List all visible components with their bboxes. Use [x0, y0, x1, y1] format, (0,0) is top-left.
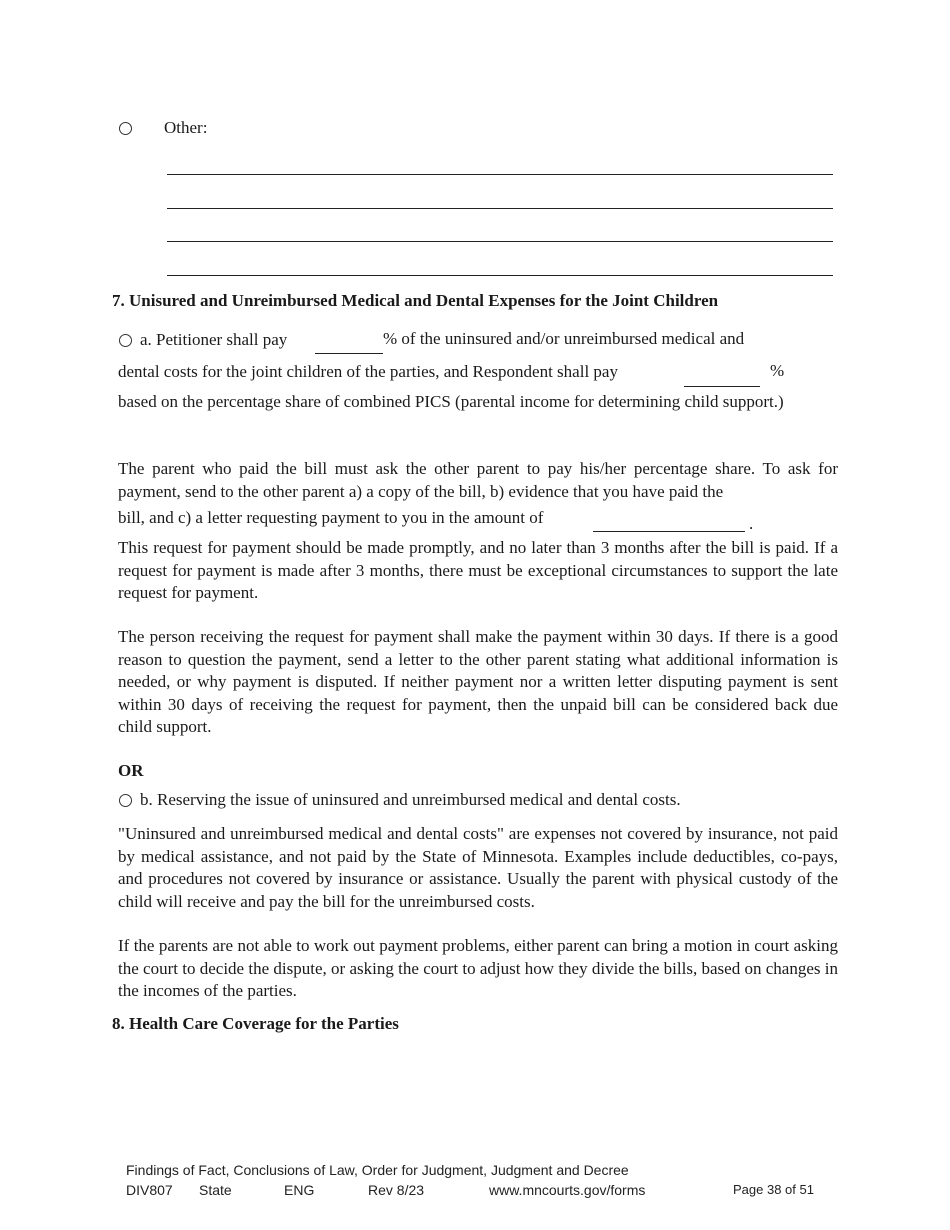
footer-website[interactable]: www.mncourts.gov/forms [489, 1182, 646, 1198]
footer-page-number: Page 38 of 51 [733, 1182, 814, 1197]
other-line-2[interactable] [167, 208, 833, 209]
para2: The person receiving the request for payment shall make the payment within 30 days. If there is a good reason to question the payment, send a letter to the other parent stating what additional information is needed, or why payment is disputed. If neither payment nor a written letter disputing payment is sent within 30 days of receiving the request for payment, then the unpaid bill can be considered back due child support. [118, 627, 838, 736]
footer-language: ENG [284, 1182, 315, 1198]
option-a-prefix: a. Petitioner shall pay [140, 330, 288, 349]
respondent-percent-field[interactable] [684, 386, 760, 387]
para1-lines: The parent who paid the bill must ask the other parent to pay his/her percentage share. To ask for payment, send to the other parent a) a copy of the bill, b) evidence that you have paid the [118, 459, 838, 501]
payment-amount-field[interactable] [593, 531, 745, 532]
section-7-title: 7. Unisured and Unreimbursed Medical and Dental Expenses for the Joint Children [112, 291, 719, 310]
other-label: Other: [164, 118, 208, 137]
para1-rest: This request for payment should be made promptly, and no later than 3 months after the bill is paid. If a request for payment is made after 3 months, there must be exceptional circumstances to support the late request for payment. [118, 538, 838, 602]
footer-form-code: DIV807 [126, 1182, 173, 1198]
option-a-line2: dental costs for the joint children of the parties, and Respondent shall pay [118, 362, 618, 381]
option-a-mid: % of the uninsured and/or unreimbursed medical and [383, 329, 745, 348]
other-line-3[interactable] [167, 241, 833, 242]
other-line-1[interactable] [167, 174, 833, 175]
option-a-line3: based on the percentage share of combined PICS (parental income for determining child support.) [118, 392, 784, 411]
petitioner-percent-field[interactable] [315, 353, 383, 354]
para4: If the parents are not able to work out payment problems, either parent can bring a motion in court asking the court to decide the dispute, or asking the court to adjust how they divide the bills, based on changes in the incomes of the parties. [118, 936, 838, 1000]
option-a-radio[interactable] [119, 334, 132, 347]
other-radio[interactable] [119, 122, 132, 135]
section-8-title: 8. Health Care Coverage for the Parties [112, 1014, 399, 1033]
or-label: OR [118, 761, 144, 780]
para1-line3: bill, and c) a letter requesting payment to you in the amount of [118, 508, 544, 527]
option-b-label: b. Reserving the issue of uninsured and unreimbursed medical and dental costs. [140, 790, 681, 809]
period: . [749, 514, 754, 533]
percent-sign: % [770, 361, 785, 380]
footer-form-title: Findings of Fact, Conclusions of Law, Order for Judgment, Judgment and Decree [126, 1162, 629, 1178]
other-line-4[interactable] [167, 275, 833, 276]
footer-revision: Rev 8/23 [368, 1182, 425, 1198]
para3: "Uninsured and unreimbursed medical and dental costs" are expenses not covered by insurance, not paid by medical assistance, and not paid by the State of Minnesota. Examples include deductibles, co-pays, and procedures not covered by insurance or assistance. Usually the parent with physical custody of the child will receive and pay the bill for the unreimbursed costs. [118, 824, 838, 911]
option-b-radio[interactable] [119, 794, 132, 807]
footer-jurisdiction: State [199, 1182, 232, 1198]
